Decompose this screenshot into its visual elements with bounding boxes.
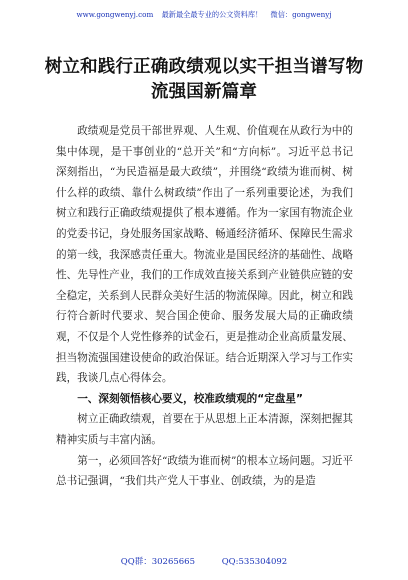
document-body bbox=[56, 121, 353, 492]
site-slogan: 最新最全最专业的公文资料库！ bbox=[161, 10, 263, 19]
title-line-2: 流强国新篇章 bbox=[150, 82, 258, 102]
qq-contact: QQ:535304092 bbox=[221, 557, 288, 567]
wechat-id: 微信：gongwenyj bbox=[270, 10, 332, 19]
paragraph: 树立正确政绩观，首要在于从思想上正本清源，深刻把握其精神实质与丰富内涵。 bbox=[56, 413, 353, 446]
paragraph: 第一，必须回答好“政绩为谁而树”的根本立场问题。习近平总书记强调，“我们共产党人干事业、创政绩，为的是造 bbox=[56, 454, 353, 488]
document-title bbox=[40, 55, 368, 105]
site-footer bbox=[0, 555, 408, 567]
site-url[interactable]: www.gongwenyj.com bbox=[76, 10, 154, 19]
site-header bbox=[0, 10, 408, 20]
title-line-1: 树立和践行正确政绩观以实干担当谱写物 bbox=[44, 57, 364, 77]
intro-paragraph: 政绩观是党员干部世界观、人生观、价值观在从政行为中的集中体现，是干事创业的“总开关”和“方向标”。习近平总书记深刻指出，“为民造福是最大政绩”，并围绕“政绩为谁而树、树什么样的政绩、靠什么树政绩”作出了一系列重要论述，为我们树立和践行正确政绩观提供了根本遵循。作为一家国有物流企业的党委书记，身处服务国家战略、畅通经济循环、保障民生需求的第一线，我深感责任重大。物流业是国民经济的基础性、战略性、先导性产业，我们的工作成效直接关系到产业链供应链的安全稳定，关系到人民群众美好生活的物流保障。因此，树立和践行符合新时代要求、契合国企使命、服务发展大局的正确政绩观，不仅是个人党性修养的试金石，更是推动企业高质量发展、担当物流强国建设使命的政治保证。结合近期深入学习与工作实践，我谈几点心得体会。 bbox=[56, 125, 353, 385]
section-heading-1: 一、深刻领悟核心要义，校准政绩观的“定盘星” bbox=[77, 392, 303, 405]
qq-group: QQ群：30265665 bbox=[120, 557, 195, 567]
